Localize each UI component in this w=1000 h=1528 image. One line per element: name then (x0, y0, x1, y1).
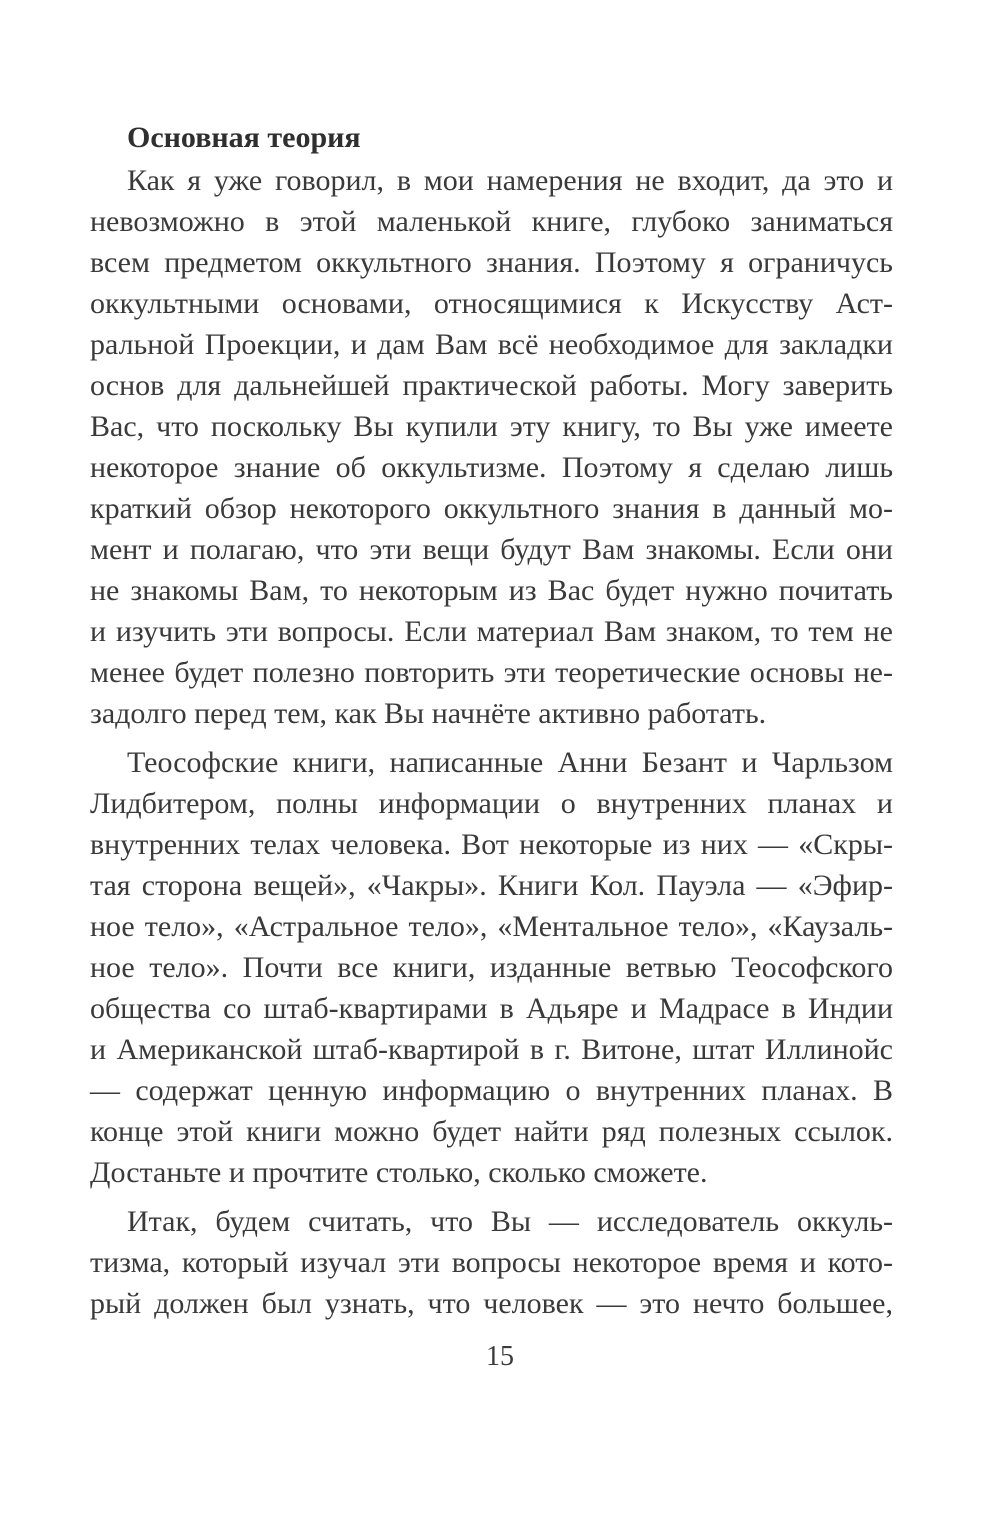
text-line: ное тело». Почти все книги, изданные ветвью Теософского (90, 951, 893, 984)
text-line: и изучить эти вопросы. Если материал Вам знаком, то тем не (90, 615, 893, 648)
text-line: Лидбитером, полны информации о внутренних планах и (90, 787, 893, 820)
text-line: всем предметом оккультного знания. Поэтому я ограничусь (90, 246, 893, 279)
text-line: менее будет полезно повторить эти теоретические основы не- (90, 656, 893, 689)
text-line: конце этой книги можно будет найти ряд полезных ссылок. (90, 1115, 893, 1148)
text-line: не знакомы Вам, то некоторым из Вас будет нужно почитать (90, 574, 893, 607)
text-line: Теософские книги, написанные Анни Безант и Чарльзом (127, 746, 893, 779)
text-line: основ для дальнейшей практической работы. Могу заверить (90, 369, 893, 402)
page-number: 15 (486, 1341, 514, 1372)
text-line: задолго перед тем, как Вы начнёте активно работать. (90, 697, 767, 730)
text-line: тая сторона вещей», «Чакры». Книги Кол. Пауэла — «Эфир- (90, 869, 893, 902)
text-line: внутренних телах человека. Вот некоторые из них — «Скры- (90, 828, 893, 861)
text-line: Как я уже говорил, в мои намерения не входит, да это и (127, 164, 893, 197)
text-line: невозможно в этой маленькой книге, глубоко заниматься (90, 205, 893, 238)
text-line: ное тело», «Астральное тело», «Ментальное тело», «Каузаль- (90, 910, 893, 943)
text-line: некоторое знание об оккультизме. Поэтому я сделаю лишь (90, 451, 893, 484)
text-line: Вас, что поскольку Вы купили эту книгу, то Вы уже имеете (90, 410, 893, 443)
text-line: общества со штаб-квартирами в Адьяре и Мадрасе в Индии (90, 992, 893, 1025)
text-line: ральной Проекции, и дам Вам всё необходимое для закладки (90, 328, 893, 361)
text-line: мент и полагаю, что эти вещи будут Вам знакомы. Если они (90, 533, 893, 566)
text-line: тизма, который изучал эти вопросы некоторое время и кото- (90, 1246, 893, 1279)
section-heading: Основная теория (127, 121, 361, 154)
text-line: краткий обзор некоторого оккультного знания в данный мо- (90, 492, 893, 525)
text-line: и Американской штаб-квартирой в г. Витоне, штат Иллинойс (90, 1033, 893, 1066)
text-line: Достаньте и прочтите столько, сколько сможете. (90, 1156, 708, 1189)
text-line: Итак, будем считать, что Вы — исследователь оккуль- (127, 1205, 893, 1238)
text-line: оккультными основами, относящимися к Искусству Аст- (90, 287, 893, 320)
text-line: — содержат ценную информацию о внутренних планах. В (90, 1074, 893, 1107)
text-line: рый должен был узнать, что человек — это нечто большее, (90, 1287, 893, 1320)
